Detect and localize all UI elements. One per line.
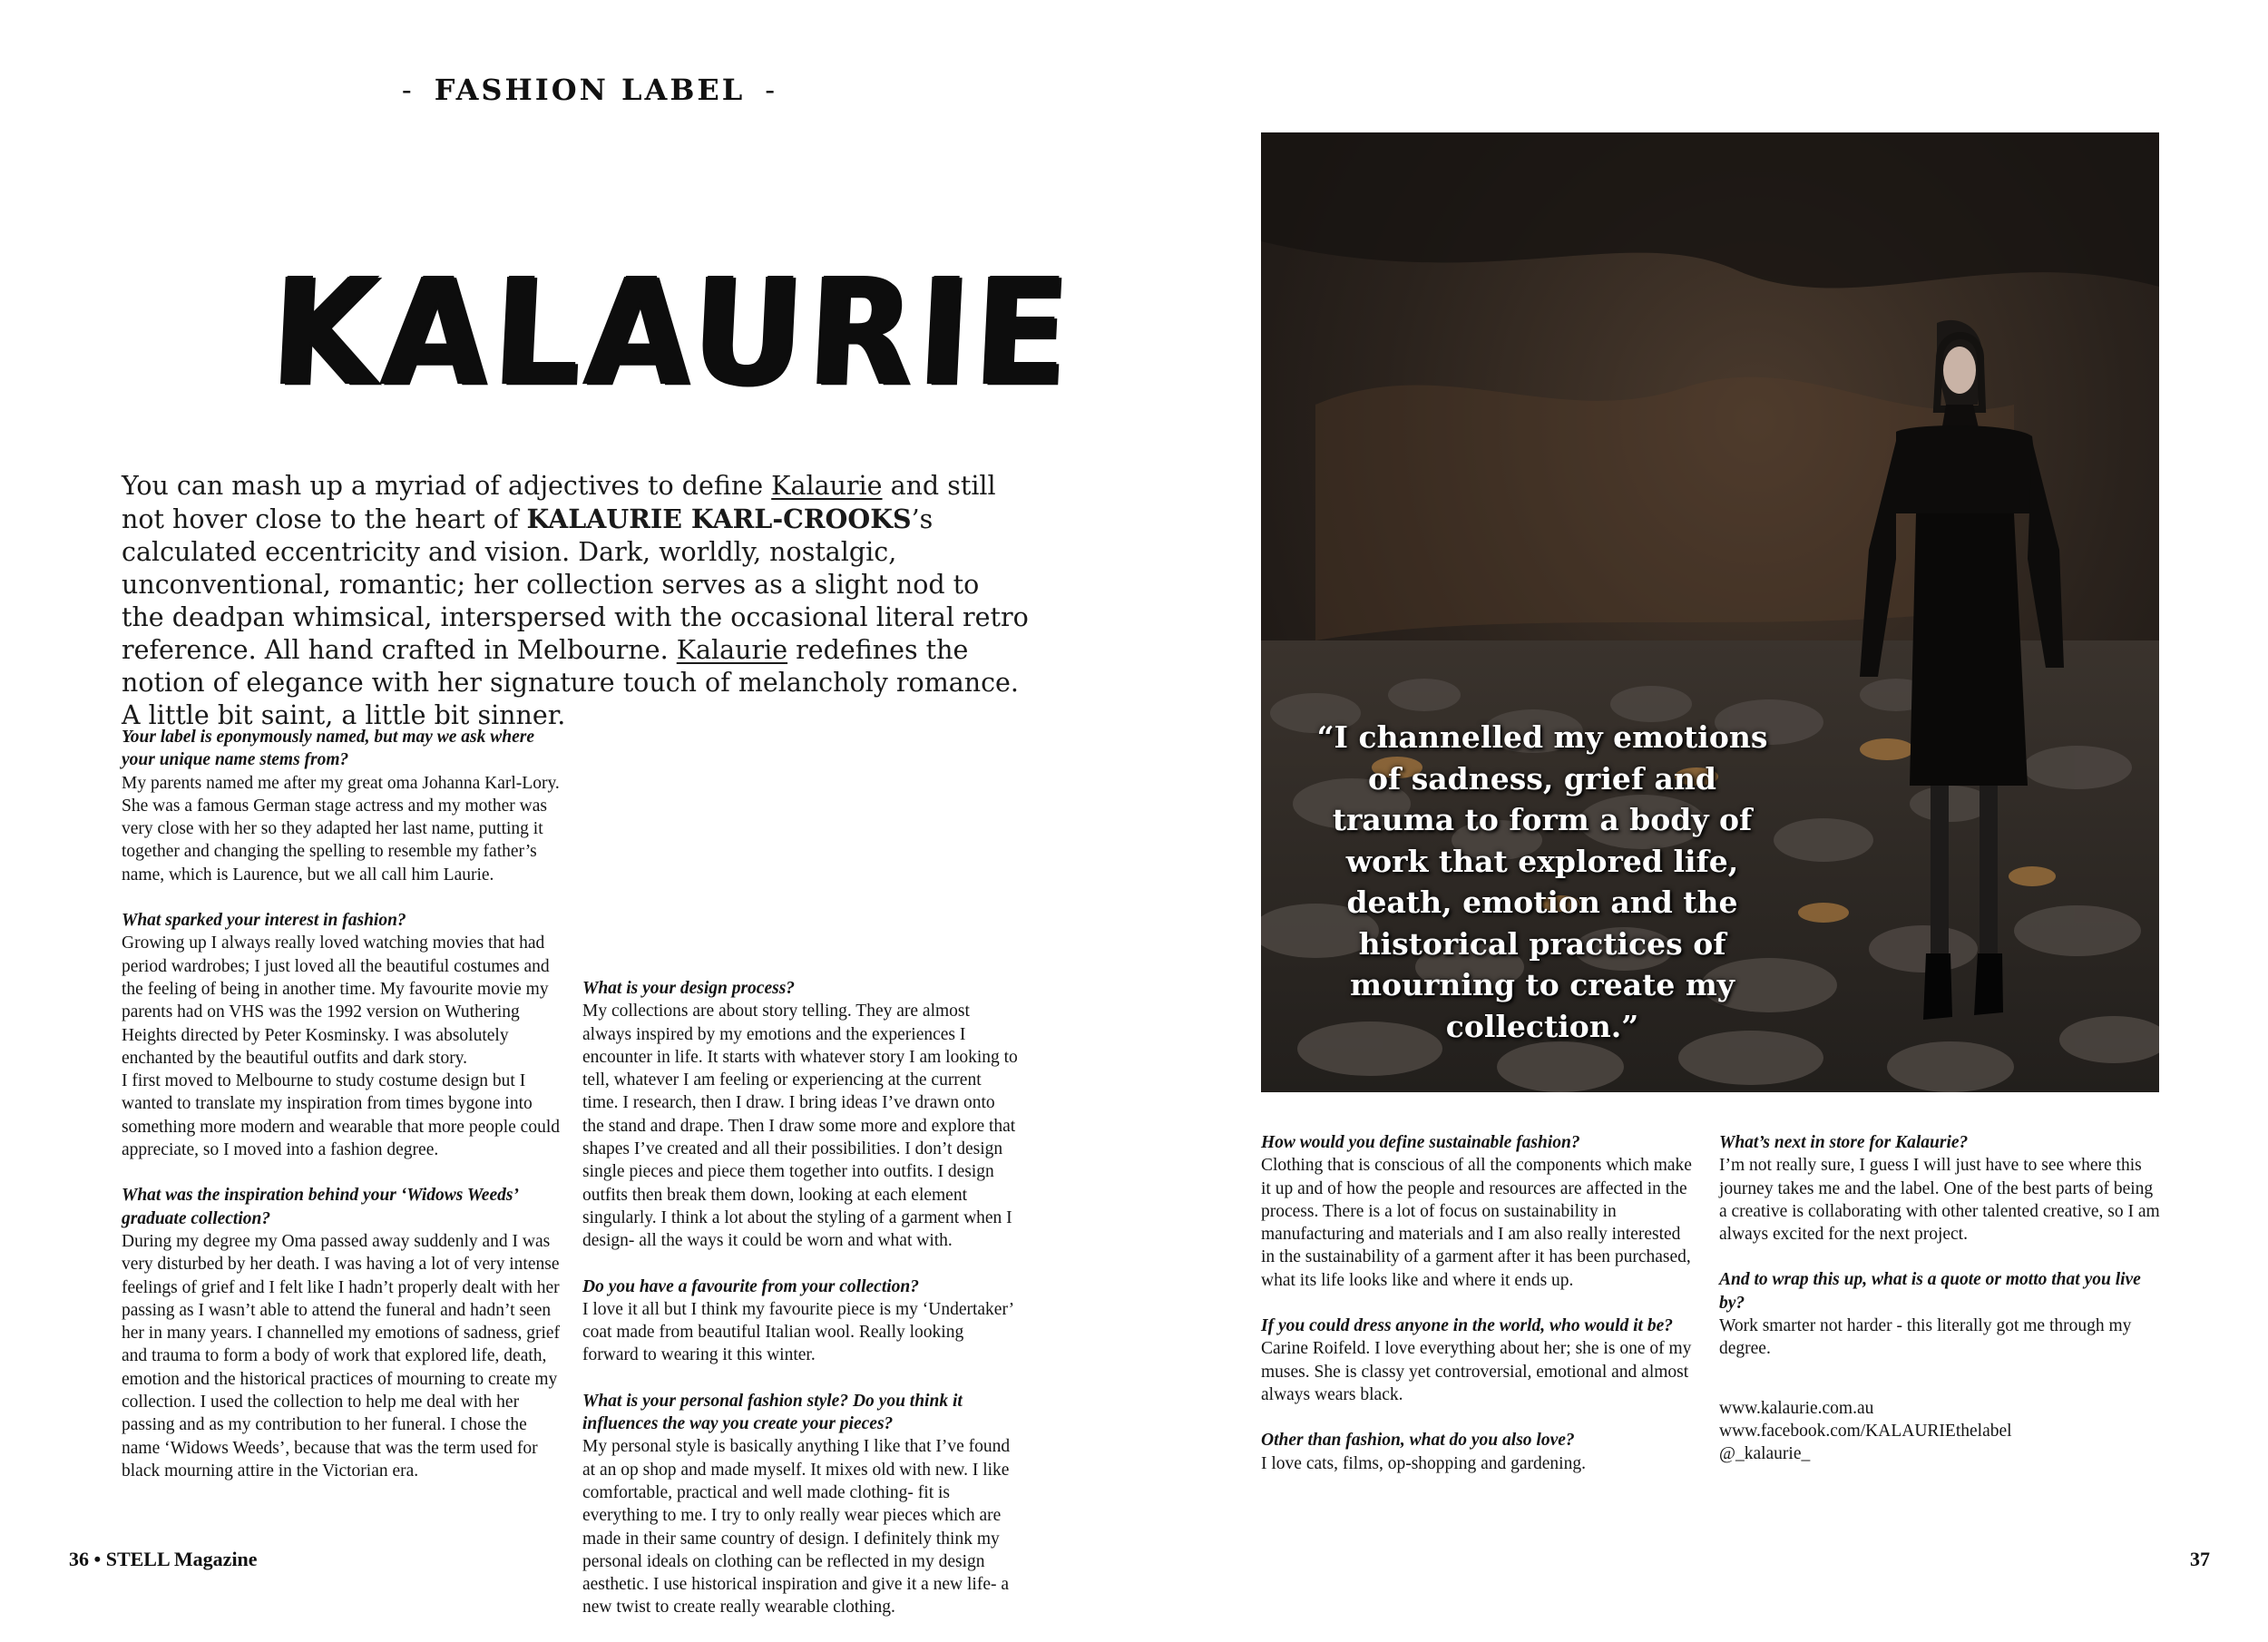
question: What was the inspiration behind your ‘Widows Weeds’ graduate collection? — [122, 1186, 518, 1228]
interview-column-2 — [582, 977, 1018, 1642]
interview-column-4 — [1719, 1131, 2164, 1489]
question: And to wrap this up, what is a quote or motto that you live by? — [1719, 1270, 2141, 1313]
pull-quote: “I channelled my emotions of sadness, grief and trauma to form a body of work that explored life, death, emotion and the historical practices of mourning to create my collection.” — [1316, 719, 1768, 1044]
section-label-text: FASHION LABEL — [434, 73, 746, 107]
question: Do you have a favourite from your collection? — [582, 1276, 920, 1296]
instagram-handle[interactable]: @_kalaurie_ — [1719, 1444, 1811, 1464]
qa-block — [582, 1275, 1018, 1367]
question: What sparked your interest in fashion? — [122, 911, 406, 931]
contact-links — [1719, 1397, 2164, 1466]
interview-column-1 — [122, 726, 566, 1505]
qa-block — [1261, 1131, 1696, 1292]
section-label — [0, 73, 1179, 107]
qa-block — [122, 726, 566, 886]
intro-text-4: redefines the notion of elegance with her signature touch of melancholy romance. A little bit saint, a little bit sinner. — [122, 635, 1019, 730]
intro-brand-link-1: Kalaurie — [771, 471, 883, 501]
question: If you could dress anyone in the world, who would it be? — [1261, 1316, 1673, 1336]
answer: My parents named me after my great oma Johanna Karl-Lory. She was a famous German stage actress and my mother was very close with her so they adapted her last name, putting it together and changing the spelling to resemble my father’s name, which is Laurence, but we all call him Laurie. — [122, 773, 560, 885]
section-label-dash-right: - — [765, 73, 778, 107]
question: Your label is eponymously named, but may we ask where your unique name stems from? — [122, 728, 535, 770]
question: Other than fashion, what do you also love? — [1261, 1431, 1575, 1451]
answer: Carine Roifeld. I love everything about her; she is one of my muses. She is classy yet controversial, emotional and almost always wears black. — [1261, 1339, 1692, 1404]
page-footer-left: 36 • STELL Magazine — [69, 1548, 258, 1570]
answer: Clothing that is conscious of all the components which make it up and of how the people and resources are affected in the process. There is a lot of focus on sustainability in manufacturing and materials and I am also really interested in the sustainability of a garment after it has been purchased, what its life looks like and where it ends up. — [1261, 1156, 1692, 1290]
question: What is your design process? — [582, 979, 796, 998]
page-number-right: 37 — [2190, 1548, 2210, 1570]
qa-block — [1261, 1429, 1696, 1475]
answer: My personal style is basically anything I like that I’ve found at an op shop and made myself. It mixes old with new. I like comfortable, practical and well made clothing- fit is everything to me. I try to only really wear pieces which are made in their same country of design. I definitely think my personal ideals on clothing can be reflected in my design aesthetic. I use historical inspiration and give it a new life- a new twist to create really wearable clothing. — [582, 1437, 1011, 1618]
designer-name: KALAURIE KARL-CROOKS — [526, 503, 912, 534]
answer: Growing up I always really loved watching movies that had period wardrobes; I just loved all the beautiful costumes and the feeling of being in another time. My favourite movie my parents had on VHS was the 1992 version on Wuthering Heights directed by Peter Kosminsky. I was absolutely enchanted by the beautiful outfits and dark story. — [122, 933, 550, 1068]
intro-brand-link-2: Kalaurie — [676, 635, 788, 665]
section-label-dash-left: - — [401, 73, 415, 107]
answer: I first moved to Melbourne to study costume design but I wanted to translate my inspiration from times bygone into something more modern and wearable that more people could appreciate, so I moved into a fashion degree. — [122, 1071, 561, 1160]
brand-title: KALAURIE — [268, 248, 1078, 418]
qa-block — [122, 909, 566, 1161]
answer: My collections are about story telling. They are almost always inspired by my emotions and the experiences I encounter in life. It starts with whatever story I am looking to tell, whatever I am feeling or experiencing at the current time. I research, then I draw. I bring ideas I’ve drawn onto the stand and drape. Then I draw some more and explore that shapes I’ve created and all their possibilities. I don’t design single pieces and piece them together into outfits. I design outfits then break them down, looking at each element singularly. I think a lot about the styling of a garment when I design- all the ways it could be worn and what with. — [582, 1002, 1018, 1251]
intro-text-1: You can mash up a myriad of adjectives to define — [122, 471, 772, 501]
answer: I’m not really sure, I guess I will just have to see where this journey takes me and the label. One of the best parts of being a creative is collaborating with other talented creative, so I am always excited for the next project. — [1719, 1156, 2160, 1245]
qa-block — [582, 1390, 1018, 1619]
intro-paragraph — [122, 470, 1029, 732]
question: What is your personal fashion style? Do you think it influences the way you create your pieces? — [582, 1391, 963, 1434]
answer: During my degree my Oma passed away suddenly and I was very disturbed by her death. I was having a lot of very intense feelings of grief and I felt like I hadn’t properly dealt with her passing as I wasn’t able to attend the funeral and hadn’t seen her in many years. I channelled my emotions of sadness, grief and trauma to form a body of work that explored life, death, emotion and the historical practices of mourning to create my collection. I used the collection to help me deal with her passing and as my contribution to her funeral. I chose the name ‘Widows Weeds’, because that was the term used for black mourning attire in the Victorian era. — [122, 1231, 561, 1481]
answer: I love cats, films, op-shopping and gardening. — [1261, 1453, 1586, 1473]
interview-column-3 — [1261, 1131, 1696, 1498]
website-link[interactable]: www.kalaurie.com.au — [1719, 1398, 1874, 1418]
answer: I love it all but I think my favourite piece is my ‘Undertaker’ coat made from beautiful Italian wool. Really looking forward to wearing it this winter. — [582, 1299, 1013, 1365]
intro-text-3: ’s calculated eccentricity and vision. Dark, worldly, nostalgic, unconventional, romantic; her collection serves as a slight nod to the deadpan whimsical, interspersed with the occasional literal retro reference. All hand crafted in Melbourne. — [122, 504, 1029, 665]
answer: Work smarter not harder - this literally got me through my degree. — [1719, 1316, 2132, 1359]
facebook-link[interactable]: www.facebook.com/KALAURIEthelabel — [1719, 1421, 2012, 1441]
intro-text-2: and still not hover close to the heart of — [122, 471, 996, 534]
qa-block — [1261, 1315, 1696, 1406]
qa-block — [1719, 1268, 2164, 1360]
question: What’s next in store for Kalaurie? — [1719, 1133, 1969, 1152]
qa-block — [582, 977, 1018, 1253]
qa-block — [1719, 1131, 2164, 1246]
question: How would you define sustainable fashion? — [1261, 1133, 1580, 1152]
qa-block — [122, 1184, 566, 1482]
